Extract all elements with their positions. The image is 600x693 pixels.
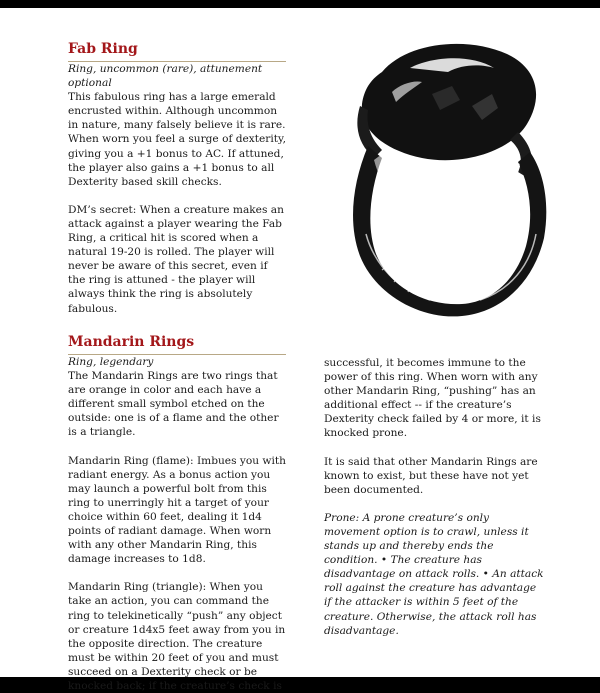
mandarin-other-rings: It is said that other Mandarin Rings are known to exist, but these have not yet been documented.: [324, 455, 538, 496]
mandarin-triangle-continued: successful, it becomes immune to the power of this ring. When worn with any other Mandarin Ring, “pushing” has an additional effect -- if the creature’s Dexterity check failed by 4 or more, it is knocked prone.: [324, 357, 541, 440]
fab-ring-section: [68, 41, 286, 316]
fab-ring-meta: Ring, uncommon (rare), attunement optional: [68, 63, 263, 90]
mandarin-section: [68, 334, 286, 693]
mandarin-rings-title: Mandarin Rings: [68, 334, 286, 355]
fab-ring-title: Fab Ring: [68, 41, 286, 62]
mandarin-triangle: Mandarin Ring (triangle): When you take an action, you can command the ring to telekinetically “push” any object or creature 1d4x5 feet away from you in the opposite direction. The creature must be within 20 feet of you and must succeed on a Dexterity check or be knocked back; if the creature’s check is: [68, 581, 286, 692]
page: [0, 8, 600, 692]
fab-ring-description: This fabulous ring has a large emerald encrusted within. Although uncommon in nature, many falsely believe it is rare. When worn you feel a surge of dexterity, giving you a +1 bonus to AC. If attuned, the player also gains a +1 bonus to all Dexterity based skill checks.: [68, 91, 286, 188]
mandarin-flame: Mandarin Ring (flame): Imbues you with radiant energy. As a bonus action you may launch a powerful bolt from this ring to unerringly hit a target of your choice within 60 feet, dealing it 1d4 points of radiant damage. When worn with any other Mandarin Ring, this damage increases to 1d8.: [68, 454, 286, 566]
prone-note: Prone: A prone creature’s only movement option is to crawl, unless it stands up and thereby ends the condition. • The creature has disadvantage on attack rolls. • An attack roll against the creature has advantage if the attacker is within 5 feet of the creature. Otherwise, the attack roll has disadvantage.: [324, 511, 544, 637]
fab-ring-secret: DM’s secret: When a creature makes an attack against a player wearing the Fab Ring, a critical hit is scored when a natural 19-20 is rolled. The player will never be aware of this secret, even if the ring is attuned - the player will always think the ring is absolutely fabulous.: [68, 203, 284, 315]
mandarin-meta: Ring, legendary: [68, 356, 154, 368]
right-column: [324, 356, 544, 638]
ring-illustration: [322, 34, 554, 330]
mandarin-intro: The Mandarin Rings are two rings that are orange in color and each have a different small symbol etched on the outside: one is of a flame and the other is a triangle.: [68, 370, 279, 439]
